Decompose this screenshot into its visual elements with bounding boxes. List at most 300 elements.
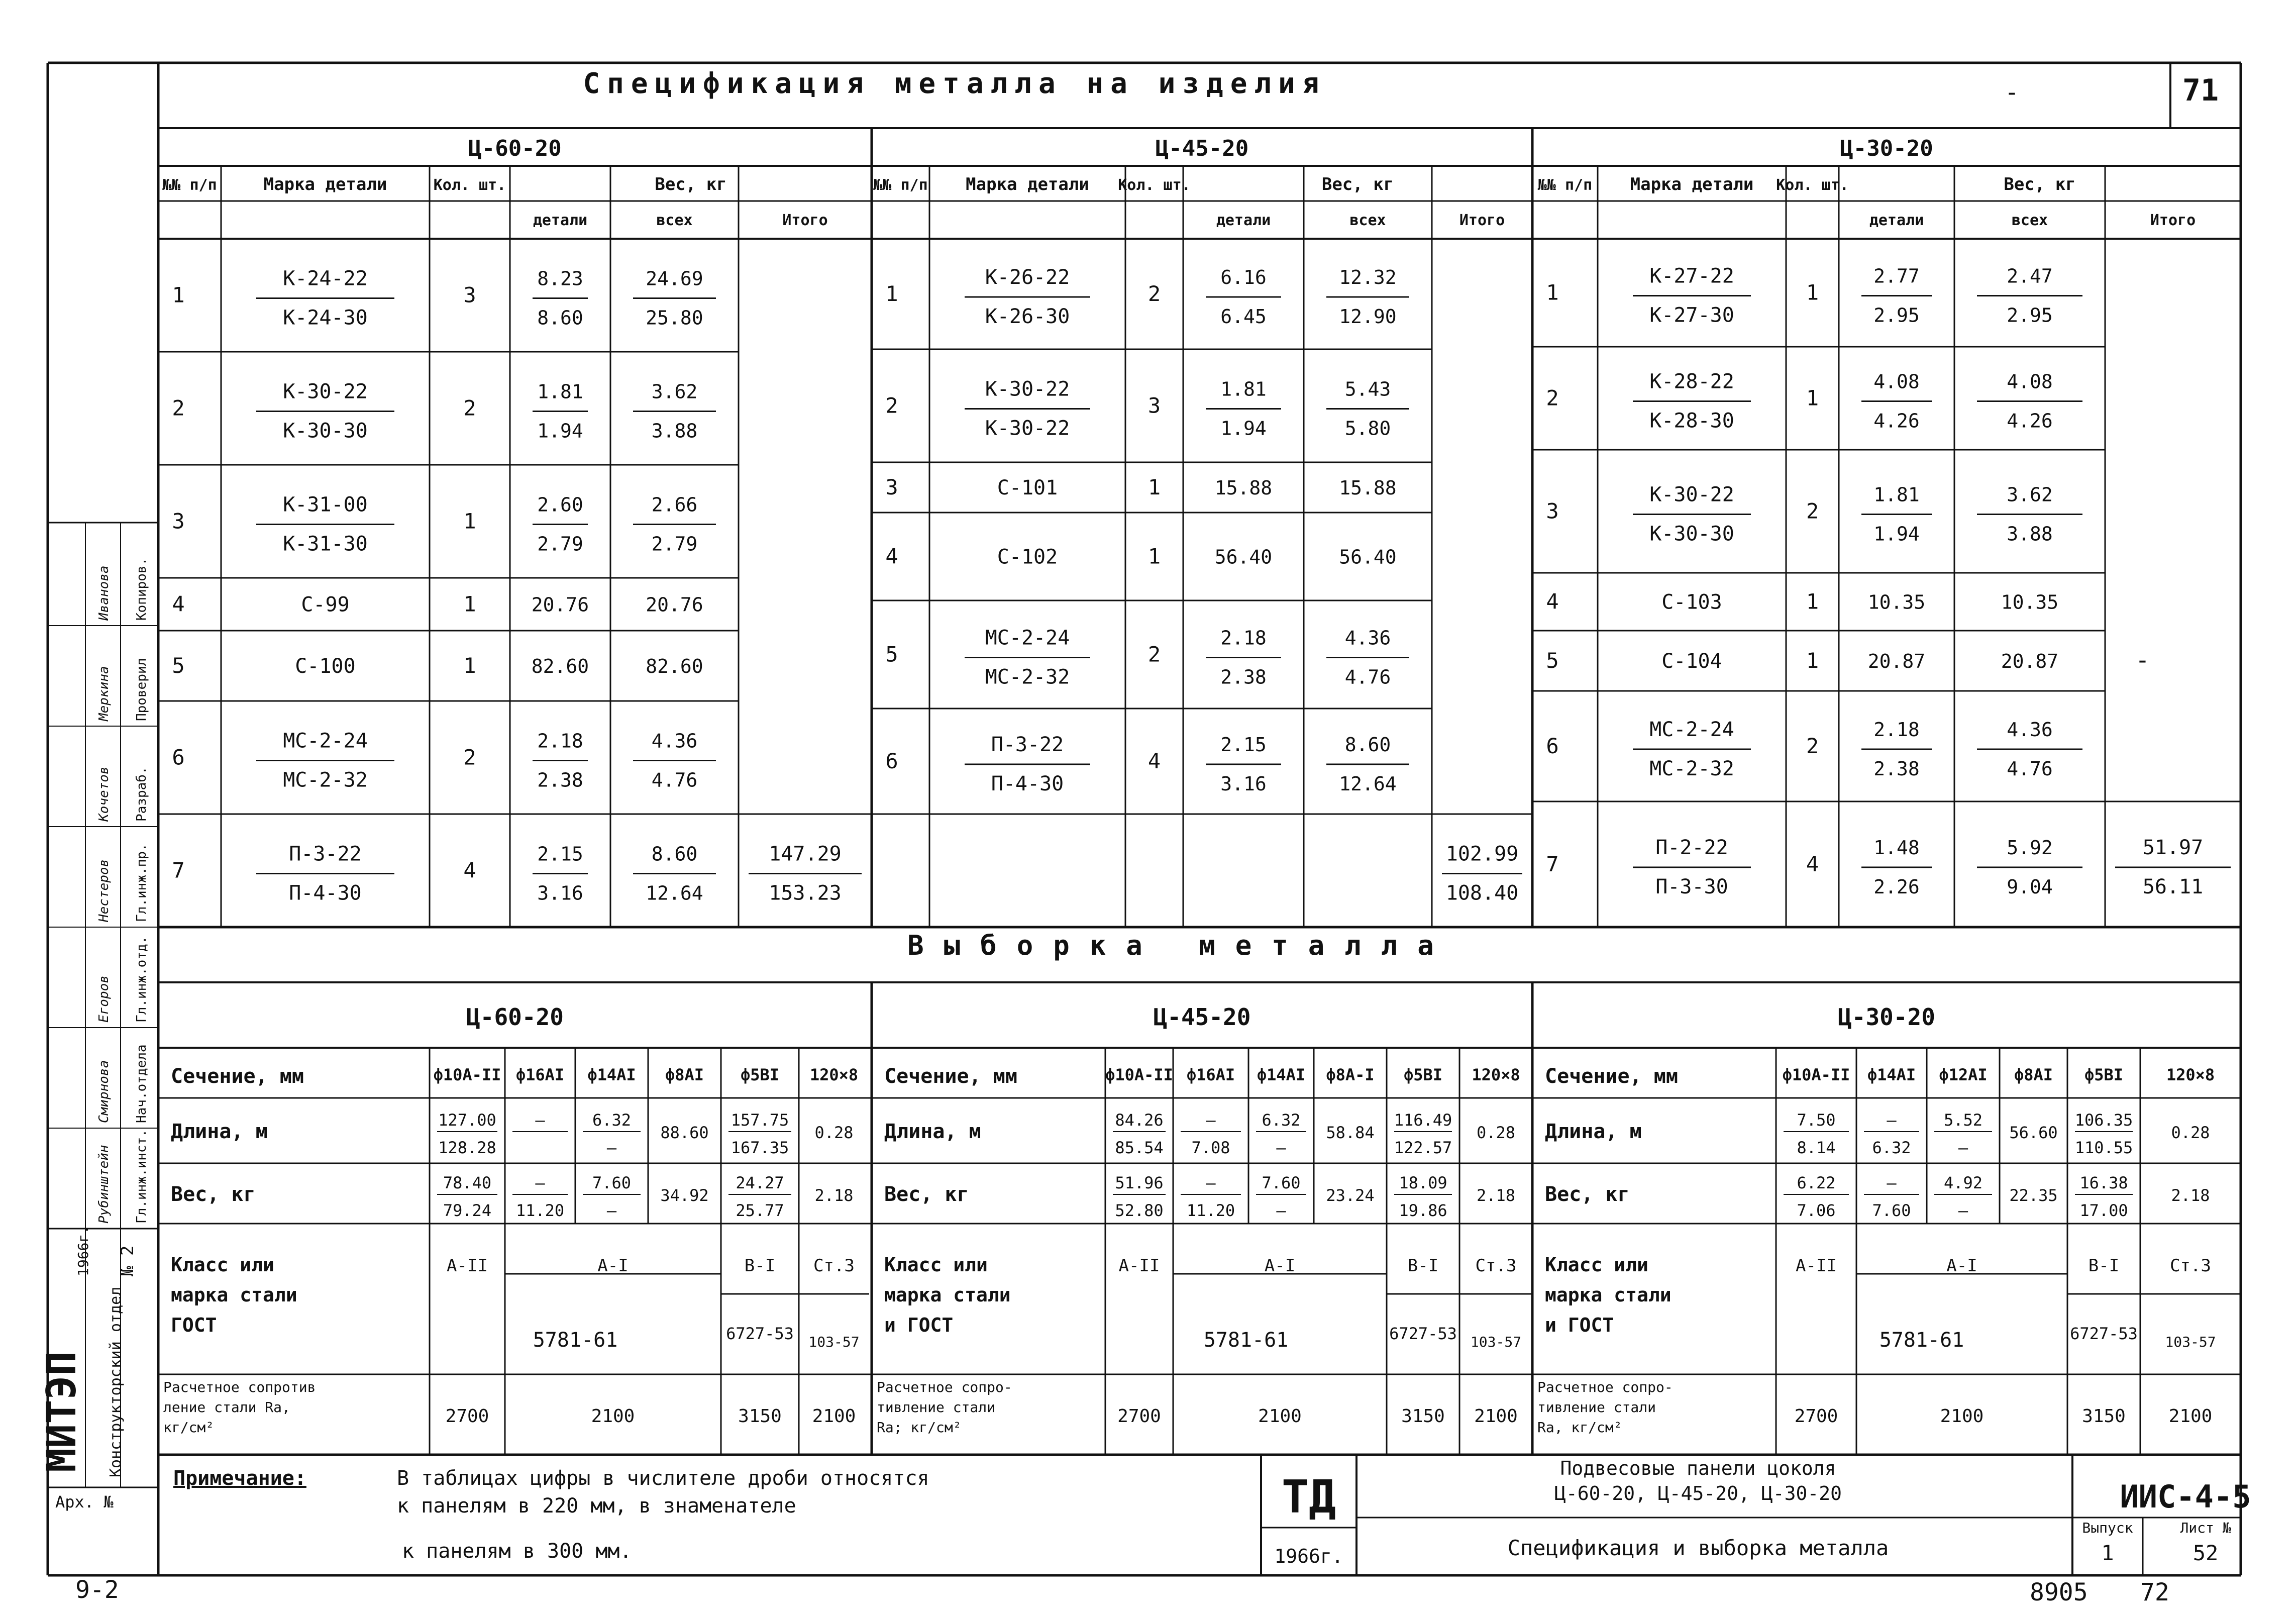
detail-weight: 3.16 <box>537 882 583 904</box>
gost-value: 6727-53 <box>2070 1324 2138 1343</box>
total-weight: 5.92 <box>2007 837 2053 859</box>
column-header: Кол. шт. <box>1776 176 1849 194</box>
gost-value: 103-57 <box>808 1334 860 1350</box>
weight-value: 16.38 <box>2079 1173 2128 1192</box>
length-value: 0.28 <box>2171 1123 2210 1142</box>
detail-mark: П-4-30 <box>991 772 1064 795</box>
length-value: 106.35 <box>2074 1111 2133 1130</box>
detail-mark: К-28-22 <box>1649 370 1734 393</box>
sidebar-role: Проверил <box>134 658 149 721</box>
detail-mark: К-24-22 <box>283 267 368 290</box>
detail-weight: 1.81 <box>1220 378 1267 400</box>
length-value: 58.84 <box>1326 1123 1375 1142</box>
row-number: 7 <box>172 858 185 883</box>
row-label: тивление стали <box>1537 1399 1656 1416</box>
row-number: 3 <box>172 509 185 534</box>
sheet-title: Спецификация металла на изделия <box>583 67 1326 100</box>
column-header: Итого <box>2150 212 2196 229</box>
gost-value: 6727-53 <box>726 1324 794 1343</box>
detail-weight: 8.23 <box>537 267 583 290</box>
detail-mark: МС-2-24 <box>1649 718 1734 741</box>
column-header: Марка детали <box>263 174 387 194</box>
total-weight: 24.69 <box>646 267 703 290</box>
section-header: ф5ВI <box>740 1065 780 1084</box>
detail-weight: 1.94 <box>1873 523 1920 545</box>
detail-mark: К-31-00 <box>283 493 368 517</box>
length-value: 167.35 <box>730 1138 789 1157</box>
row-qty: 3 <box>1147 393 1161 418</box>
resistance-value: 2100 <box>591 1406 635 1427</box>
length-value: 88.60 <box>660 1123 709 1142</box>
total-weight: 3.88 <box>2007 523 2053 545</box>
resistance-value: 2100 <box>1474 1406 1518 1427</box>
weight-value: 2.18 <box>2171 1186 2210 1205</box>
row-qty: 1 <box>463 509 476 534</box>
sidebar-year: 1966г. <box>75 1225 91 1276</box>
detail-mark: К-30-22 <box>985 377 1070 401</box>
row-label: Расчетное сопро- <box>877 1379 1012 1395</box>
row-number: 3 <box>1546 498 1559 524</box>
footer-number: 8905 <box>2030 1578 2088 1606</box>
weight-value: — <box>1958 1201 1968 1220</box>
weight-value: 7.60 <box>592 1173 632 1192</box>
resistance-value: 2100 <box>812 1406 856 1427</box>
sidebar-role: Нач.отдела <box>134 1044 149 1123</box>
length-value: 6.32 <box>592 1111 632 1130</box>
weight-value: — <box>1887 1173 1897 1192</box>
column-header: Вес, кг <box>655 174 727 194</box>
weight-value: 51.96 <box>1115 1173 1164 1192</box>
row-qty: 2 <box>1147 642 1161 667</box>
column-header: Вес, кг <box>2004 174 2076 194</box>
row-label: и ГОСТ <box>884 1314 954 1336</box>
sidebar-signature-name: Егоров <box>96 975 112 1023</box>
steel-class: В-I <box>2088 1256 2120 1276</box>
row-qty: 1 <box>1147 544 1161 569</box>
row-qty: 1 <box>1806 589 1819 614</box>
detail-mark: К-30-22 <box>283 380 368 404</box>
row-label: Класс или <box>884 1254 988 1276</box>
section-header: ф14АI <box>1867 1065 1916 1084</box>
row-qty: 1 <box>463 591 476 617</box>
detail-mark: С-104 <box>1661 650 1722 673</box>
section-header: ф10А-II <box>1782 1065 1850 1084</box>
org-name: МИТЭП <box>38 1351 85 1472</box>
length-value: 7.50 <box>1797 1111 1836 1130</box>
column-header: Кол. шт. <box>433 176 506 194</box>
row-label: марка стали <box>171 1284 297 1306</box>
note-text: В таблицах цифры в числителе дроби относятся <box>397 1467 929 1490</box>
row-number: 5 <box>1546 648 1559 673</box>
detail-mark: МС-2-24 <box>283 729 368 753</box>
group-title: Ц-60-20 <box>468 136 562 161</box>
detail-weight: 10.35 <box>1867 591 1926 614</box>
detail-weight: 3.16 <box>1220 773 1267 795</box>
detail-weight: 2.79 <box>537 533 583 555</box>
steel-class: В-I <box>1407 1256 1439 1276</box>
row-qty: 3 <box>463 282 476 308</box>
resistance-value: 2100 <box>1940 1406 1984 1427</box>
resistance-value: 2100 <box>1258 1406 1302 1427</box>
length-value: 110.55 <box>2074 1138 2133 1157</box>
group-title: Ц-30-20 <box>1840 136 1933 161</box>
total-weight: 20.87 <box>2001 650 2059 672</box>
total-weight: 12.64 <box>1339 773 1397 795</box>
length-value: 127.00 <box>438 1111 496 1130</box>
detail-weight: 20.76 <box>531 593 589 616</box>
row-qty: 4 <box>1806 852 1819 876</box>
row-qty: 1 <box>463 653 476 678</box>
row-label: Расчетное сопро- <box>1537 1379 1673 1395</box>
detail-weight: 15.88 <box>1214 477 1273 499</box>
steel-class: А-I <box>1946 1256 1977 1276</box>
total-weight: 25.80 <box>646 307 703 329</box>
total-weight: 2.66 <box>651 493 698 516</box>
row-number: 4 <box>1546 589 1559 614</box>
sidebar-role: Гл.инж.отд. <box>134 936 149 1023</box>
detail-weight: 1.48 <box>1873 837 1920 859</box>
total-weight: 9.04 <box>2007 876 2053 898</box>
row-number: 5 <box>172 653 185 678</box>
grand-total: 102.99 <box>1445 842 1519 866</box>
weight-value: 34.92 <box>660 1186 709 1205</box>
column-header: Марка детали <box>966 174 1089 194</box>
detail-mark: МС-2-32 <box>985 665 1070 689</box>
column-header: Марка детали <box>1630 174 1754 194</box>
row-label: Ra, кг/см² <box>1537 1419 1622 1436</box>
detail-mark: К-24-30 <box>283 306 368 330</box>
gost-value: 5781-61 <box>533 1329 618 1352</box>
total-weight: 4.36 <box>651 730 698 752</box>
gost-value: 6727-53 <box>1389 1324 1457 1343</box>
column-header: всех <box>2011 212 2048 229</box>
total-weight: 4.36 <box>2007 719 2053 741</box>
steel-class: А-II <box>1796 1256 1837 1276</box>
detail-weight: 2.77 <box>1873 265 1920 287</box>
detail-weight: 1.94 <box>1220 417 1267 440</box>
detail-weight: 1.81 <box>537 380 583 403</box>
group-title: Ц-45-20 <box>1155 136 1249 161</box>
detail-weight: 2.18 <box>537 730 583 752</box>
detail-weight: 2.26 <box>1873 876 1920 898</box>
row-number: 3 <box>885 475 898 499</box>
detail-mark: К-26-22 <box>985 266 1070 289</box>
weight-value: 11.20 <box>1186 1201 1235 1220</box>
sidebar-role: Разраб. <box>134 766 149 822</box>
length-value: 116.49 <box>1394 1111 1452 1130</box>
row-qty: 2 <box>463 395 476 421</box>
sidebar-signature-name: Кочетов <box>96 766 112 822</box>
column-header: детали <box>1869 212 1924 229</box>
resistance-value: 3150 <box>1401 1406 1445 1427</box>
column-header: детали <box>533 212 588 229</box>
detail-weight: 4.26 <box>1873 410 1920 432</box>
weight-value: — <box>1206 1173 1216 1192</box>
detail-mark: С-99 <box>301 593 350 617</box>
detail-mark: С-101 <box>997 476 1058 499</box>
sidebar-signature-name: Смирнова <box>96 1060 112 1123</box>
row-label: Длина, м <box>1545 1120 1642 1143</box>
total-weight: 56.40 <box>1339 546 1397 568</box>
weight-value: — <box>535 1173 545 1192</box>
detail-weight: 2.15 <box>537 843 583 865</box>
gost-value: 103-57 <box>1470 1334 1522 1350</box>
total-weight: 3.62 <box>651 380 698 403</box>
row-qty: 1 <box>1806 385 1819 411</box>
row-label: Сечение, мм <box>1545 1065 1678 1088</box>
section-header: ф16АI <box>1186 1065 1235 1084</box>
total-weight: 3.62 <box>2007 483 2053 506</box>
detail-mark: К-30-22 <box>985 417 1070 440</box>
weight-value: 6.22 <box>1797 1173 1836 1192</box>
footer-left: 9-2 <box>75 1576 119 1604</box>
grand-total: 51.97 <box>2142 836 2204 859</box>
section-header: ф8А-I <box>1326 1065 1375 1084</box>
resistance-value: 3150 <box>738 1406 782 1427</box>
row-number: 4 <box>172 591 185 617</box>
drawing-code: ИИС-4-5 <box>2120 1478 2251 1515</box>
weight-value: 79.24 <box>443 1201 492 1220</box>
row-label: Длина, м <box>884 1120 981 1143</box>
weight-value: 4.92 <box>1943 1173 1983 1192</box>
total-weight: 5.43 <box>1344 378 1391 400</box>
row-number: 5 <box>885 642 898 667</box>
detail-mark: К-31-30 <box>283 532 368 556</box>
row-label: кг/см² <box>163 1419 215 1436</box>
weight-value: — <box>606 1201 617 1220</box>
detail-weight: 6.45 <box>1220 306 1267 328</box>
total-weight: 3.88 <box>651 420 698 442</box>
detail-mark: П-4-30 <box>289 881 362 905</box>
steel-class: Ст.3 <box>2170 1256 2211 1276</box>
gost-value: 5781-61 <box>1879 1329 1964 1352</box>
row-number: 7 <box>1546 852 1559 876</box>
sidebar-role: Гл.инж.инст. <box>134 1129 149 1224</box>
detail-weight: 20.87 <box>1867 650 1926 672</box>
selection-group-title: Ц-30-20 <box>1838 1003 1935 1031</box>
resistance-value: 2100 <box>2168 1406 2213 1427</box>
steel-class: Ст.3 <box>1475 1256 1517 1276</box>
detail-mark: П-3-22 <box>289 842 362 866</box>
row-qty: 4 <box>1147 749 1161 773</box>
detail-weight: 56.40 <box>1214 546 1273 568</box>
weight-value: 11.20 <box>515 1201 565 1220</box>
length-value: — <box>606 1138 617 1157</box>
row-label: Сечение, мм <box>171 1065 304 1088</box>
detail-mark: МС-2-24 <box>985 626 1070 650</box>
detail-weight: 2.60 <box>537 493 583 516</box>
length-value: 6.32 <box>1872 1138 1911 1157</box>
title-year: 1966г. <box>1274 1545 1343 1567</box>
sidebar-stamp <box>38 1226 138 1512</box>
detail-mark: К-30-30 <box>1649 522 1734 546</box>
section-header: ф12АI <box>1939 1065 1988 1084</box>
weight-value: 78.40 <box>443 1173 492 1192</box>
total-weight: 12.90 <box>1339 306 1397 328</box>
sidebar-role: Гл.инж.пр. <box>134 843 149 922</box>
length-value: 122.57 <box>1394 1138 1452 1157</box>
row-number: 6 <box>1546 734 1559 758</box>
resistance-value: 2700 <box>1794 1406 1838 1427</box>
detail-weight: 1.94 <box>537 420 583 442</box>
resistance-value: 3150 <box>2082 1406 2126 1427</box>
column-header: всех <box>656 212 693 229</box>
row-qty: 1 <box>1147 475 1161 499</box>
detail-mark: П-3-22 <box>991 733 1064 756</box>
length-value: 7.08 <box>1191 1138 1230 1157</box>
length-value: — <box>1887 1111 1897 1130</box>
length-value: 157.75 <box>730 1111 789 1130</box>
total-weight: 4.76 <box>2007 758 2053 780</box>
row-qty: 4 <box>463 858 476 883</box>
total-weight: 8.60 <box>651 843 698 865</box>
row-number: 2 <box>1546 385 1559 411</box>
total-weight: 4.76 <box>1344 666 1391 688</box>
length-value: — <box>1206 1111 1216 1130</box>
detail-weight: 2.18 <box>1220 627 1267 649</box>
row-label: Расчетное сопротив <box>163 1379 316 1395</box>
gost-value: 5781-61 <box>1203 1329 1289 1352</box>
note-label: Примечание: <box>173 1467 306 1490</box>
total-weight: 15.88 <box>1339 477 1397 499</box>
row-number: 4 <box>885 544 898 569</box>
length-value: 8.14 <box>1797 1138 1836 1157</box>
section-header: ф8АI <box>2014 1065 2053 1084</box>
weight-value: 2.18 <box>814 1186 854 1205</box>
total-weight: 2.47 <box>2007 265 2053 287</box>
length-value: 0.28 <box>1476 1123 1516 1142</box>
detail-mark: С-100 <box>295 655 356 678</box>
length-value: — <box>535 1111 545 1130</box>
row-number: 1 <box>885 281 898 306</box>
dept-name: Конструкторский отдел <box>107 1286 125 1477</box>
section-header: ф5ВI <box>1403 1065 1443 1084</box>
detail-weight: 6.16 <box>1220 266 1267 288</box>
weight-value: — <box>1276 1201 1286 1220</box>
sidebar-signature-name: Меркина <box>96 666 112 721</box>
row-qty: 2 <box>1147 281 1161 306</box>
total-weight: 12.64 <box>646 882 703 904</box>
length-value: 128.28 <box>438 1138 496 1157</box>
steel-class: В-I <box>744 1256 776 1276</box>
detail-mark: МС-2-32 <box>283 768 368 792</box>
section-header: ф10А-II <box>433 1065 501 1084</box>
weight-value: 18.09 <box>1399 1173 1447 1192</box>
gost-value: 103-57 <box>2165 1334 2216 1350</box>
resistance-value: 2700 <box>1117 1406 1161 1427</box>
title-name: Спецификация и выборка металла <box>1507 1536 1889 1560</box>
total-weight: 82.60 <box>646 655 703 677</box>
length-value: 56.60 <box>2009 1123 2058 1142</box>
sidebar-signature-name: Нестеров <box>96 859 112 922</box>
detail-weight: 2.15 <box>1220 734 1267 756</box>
title-name: Подвесовые панели цоколя <box>1560 1457 1836 1479</box>
length-value: 6.32 <box>1262 1111 1301 1130</box>
section-header: 120×8 <box>2166 1065 2215 1084</box>
row-label: Ra; кг/см² <box>877 1419 962 1436</box>
detail-mark: П-3-30 <box>1655 875 1728 898</box>
footer-number: 72 <box>2140 1578 2169 1606</box>
detail-weight: 2.18 <box>1873 719 1920 741</box>
grand-total: 108.40 <box>1445 881 1519 905</box>
stamp-mark: - <box>2135 646 2150 674</box>
detail-mark: П-2-22 <box>1655 836 1728 859</box>
grand-total: 153.23 <box>769 881 842 905</box>
weight-value: 22.35 <box>2009 1186 2058 1205</box>
detail-weight: 2.38 <box>1220 666 1267 688</box>
arch-number: Арх. № <box>55 1492 114 1512</box>
detail-weight: 2.95 <box>1873 304 1920 327</box>
row-label: ГОСТ <box>171 1314 217 1336</box>
steel-class: А-II <box>1118 1256 1160 1276</box>
steel-class: А-I <box>1264 1256 1296 1276</box>
row-label: тивление стали <box>877 1399 996 1416</box>
total-weight: 8.60 <box>1344 734 1391 756</box>
steel-class: Ст.3 <box>813 1256 855 1276</box>
total-weight: 2.79 <box>651 533 698 555</box>
weight-value: 24.27 <box>736 1173 784 1192</box>
section-header: 120×8 <box>809 1065 859 1084</box>
row-number: 1 <box>172 282 185 308</box>
sidebar-sheet-no: № 2 <box>118 1245 138 1276</box>
detail-mark: К-28-30 <box>1649 409 1734 433</box>
length-value: — <box>1958 1138 1968 1157</box>
detail-mark: С-102 <box>997 545 1058 569</box>
row-label: Класс или <box>1545 1254 1648 1276</box>
steel-class: А-I <box>597 1256 629 1276</box>
total-weight: 4.08 <box>2007 370 2053 393</box>
section-header: ф10А-II <box>1105 1065 1173 1084</box>
grand-total: 56.11 <box>2142 875 2204 898</box>
selection-group-title: Ц-60-20 <box>466 1003 564 1031</box>
detail-weight: 2.38 <box>537 769 583 791</box>
total-weight: 12.32 <box>1339 266 1397 288</box>
total-weight: 5.80 <box>1344 417 1391 440</box>
weight-value: 17.00 <box>2079 1201 2128 1220</box>
total-weight: 4.36 <box>1344 627 1391 649</box>
row-label: марка стали <box>884 1284 1011 1306</box>
row-qty: 1 <box>1806 648 1819 673</box>
steel-class: А-II <box>447 1256 488 1276</box>
detail-mark: С-103 <box>1661 590 1722 614</box>
detail-weight: 8.60 <box>537 307 583 329</box>
length-value: — <box>1276 1138 1286 1157</box>
note-text: к панелям в 220 мм, в знаменателе <box>397 1494 796 1518</box>
detail-weight: 2.38 <box>1873 758 1920 780</box>
issue-number: 1 <box>2101 1541 2114 1565</box>
selection-group-title: Ц-45-20 <box>1153 1003 1251 1031</box>
issue-label: Выпуск <box>2082 1520 2133 1536</box>
stamp-mark: - <box>2005 78 2019 107</box>
detail-mark: К-30-30 <box>283 419 368 443</box>
total-weight: 4.26 <box>2007 410 2053 432</box>
row-qty: 2 <box>1806 734 1819 758</box>
length-value: 84.26 <box>1115 1111 1164 1130</box>
row-label: Вес, кг <box>884 1183 969 1206</box>
resistance-value: 2700 <box>445 1406 489 1427</box>
title-name: Ц-60-20, Ц-45-20, Ц-30-20 <box>1554 1482 1842 1504</box>
row-qty: 1 <box>1806 280 1819 305</box>
section-header: 120×8 <box>1472 1065 1520 1084</box>
row-qty: 2 <box>1806 498 1819 524</box>
row-label: и ГОСТ <box>1545 1314 1614 1336</box>
detail-weight: 1.81 <box>1873 483 1920 506</box>
weight-value: 2.18 <box>1476 1186 1516 1205</box>
weight-value: 7.60 <box>1872 1201 1911 1220</box>
row-number: 6 <box>885 749 898 773</box>
detail-mark: К-30-22 <box>1649 483 1734 507</box>
sheet-number: 52 <box>2193 1541 2219 1565</box>
